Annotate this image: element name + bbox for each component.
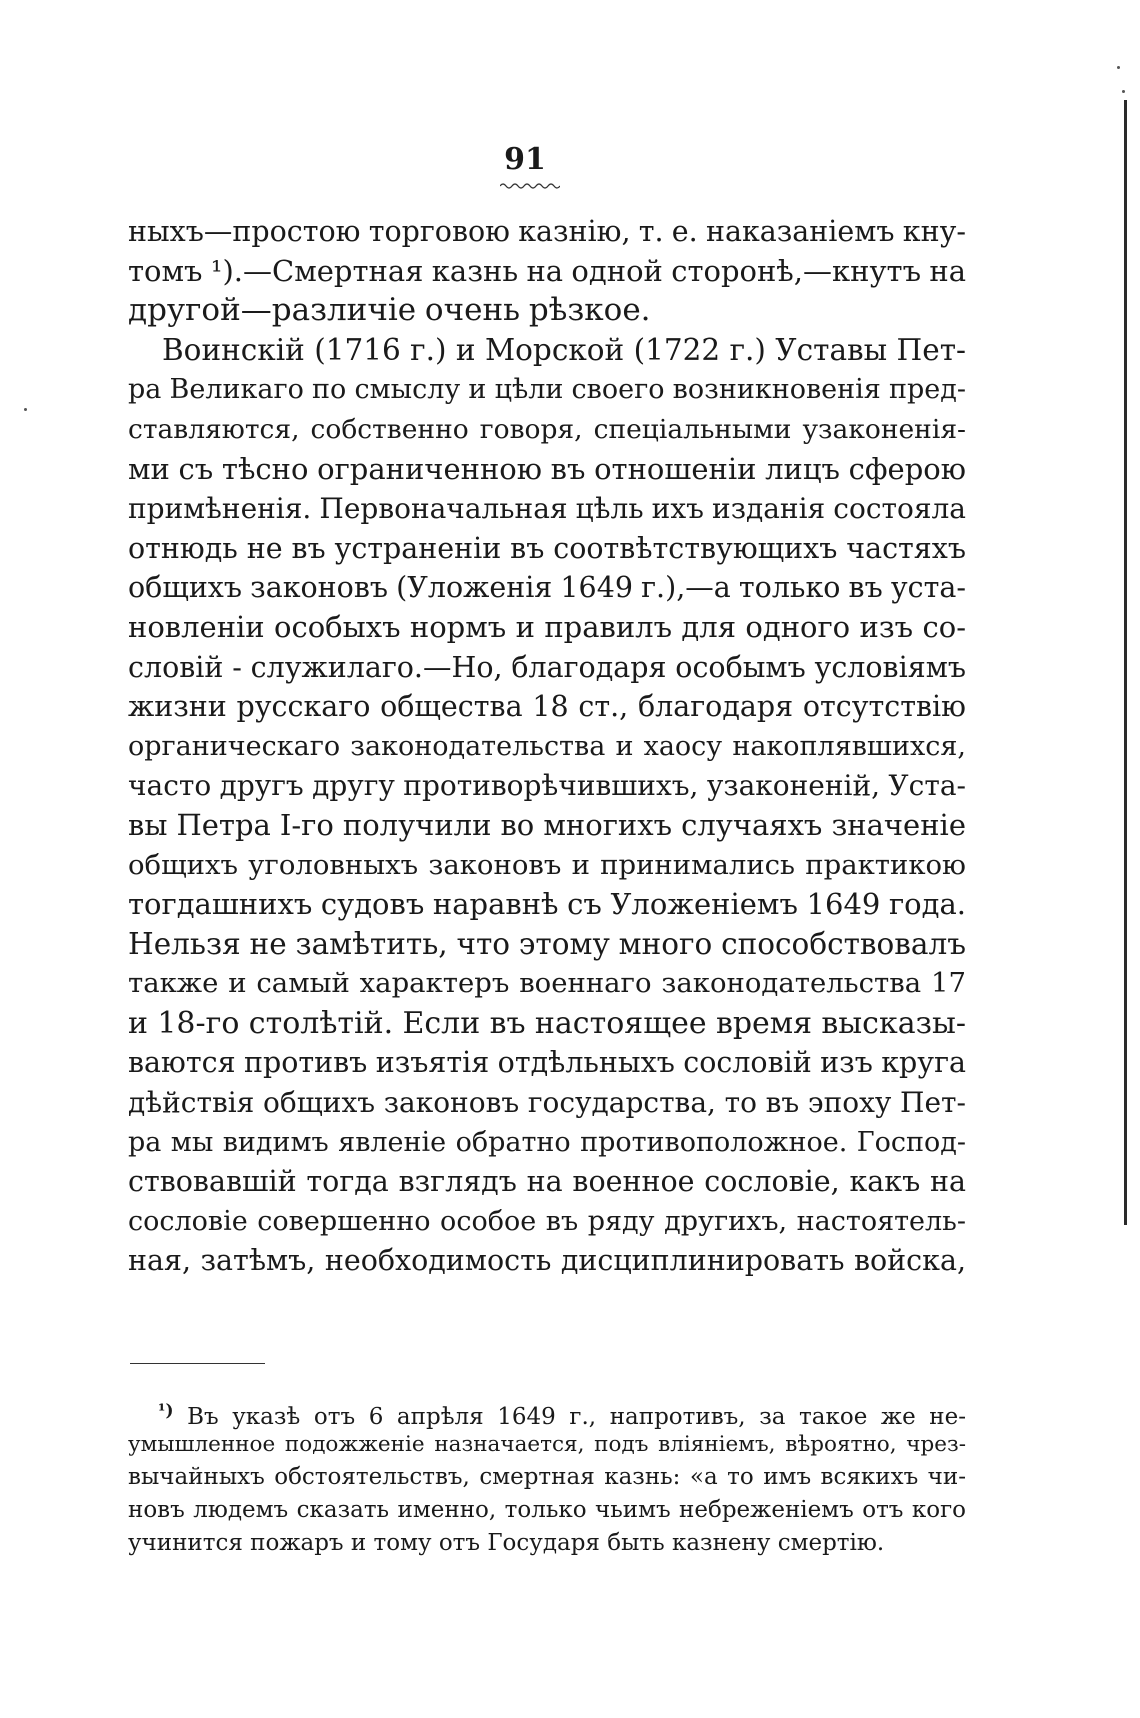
text-line: и 18-го столѣтій. Если въ настоящее время высказы- (128, 1005, 966, 1041)
text-line: примѣненія. Первоначальная цѣль ихъ изданія состояла (128, 492, 966, 526)
footnote-marker: ¹) (158, 1401, 174, 1421)
text-line: Воинскій (1716 г.) и Морской (1722 г.) Уставы Пет- (162, 332, 966, 367)
footnote-line: вычайныхъ обстоятельствъ, смертная казнь: «а то имъ всякихъ чи- (128, 1464, 966, 1490)
scan-speck (1122, 90, 1125, 93)
text-line: новленіи особыхъ нормъ и правилъ для одного изъ со- (128, 609, 966, 644)
footnote-separator (130, 1363, 265, 1364)
text-line: ми съ тѣсно ограниченною въ отношеніи лицъ сферою (128, 451, 966, 486)
text-line: ствовавшій тогда взглядъ на военное сословіе, какъ на (128, 1165, 966, 1199)
text-line: жизни русскаго общества 18 ст., благодаря отсутствію (128, 690, 966, 724)
scan-speck (24, 408, 27, 411)
footnote-text: Въ указѣ отъ 6 апрѣля 1649 г., напротивъ, за такое же не- (187, 1404, 967, 1430)
footnote-line: новъ людемъ сказать именно, только чьимъ небреженіемъ отъ кого (128, 1497, 966, 1523)
text-line: общихъ уголовныхъ законовъ и принимались практикою (128, 848, 966, 881)
text-line: ставляются, собственно говоря, спеціальными узаконенія- (128, 413, 966, 445)
text-line: отнюдь не въ устраненіи въ соотвѣтствующихъ частяхъ (128, 531, 966, 565)
text-line: ра Великаго по смыслу и цѣли своего возникновенія пред- (128, 374, 966, 406)
text-line: ныхъ—простою торговою казнію, т. е. наказаніемъ кну- (128, 215, 966, 248)
text-line: сословіе совершенно особое въ ряду другихъ, настоятель- (128, 1205, 966, 1237)
page-number: 91 (504, 142, 546, 177)
text-line: другой—различіе очень рѣзкое. (128, 292, 651, 329)
text-line: вы Петра I-го получили во многихъ случаяхъ значеніе (128, 807, 966, 842)
text-line: часто другъ другу противорѣчившихъ, узаконеній, Уста- (128, 769, 966, 803)
text-line: ваются противъ изъятія отдѣльныхъ сословій изъ круга (128, 1046, 966, 1080)
text-line: словій - служилаго.—Но, благодаря особымъ условіямъ (128, 650, 966, 684)
text-line: дѣйствія общихъ законовъ государства, то въ эпоху Пет- (128, 1086, 966, 1120)
text-line: тогдашнихъ судовъ наравнѣ съ Уложеніемъ 1649 года. (128, 887, 966, 922)
text-line: общихъ законовъ (Уложенія 1649 г.),—а только въ уста- (128, 571, 966, 605)
text-line: ная, затѣмъ, необходимость дисциплинировать войска, (128, 1244, 966, 1278)
footnote-block (128, 1395, 966, 1560)
text-line: органическаго законодательства и хаосу накоплявшихся, (128, 730, 966, 762)
footnote-line (128, 1395, 966, 1428)
text-line: Нельзя не замѣтить, что этому много способствовалъ (128, 926, 966, 961)
text-line: также и самый характеръ военнаго законодательства 17 (128, 967, 966, 1000)
text-line: ра мы видимъ явленіе обратно противоположное. Господ- (128, 1126, 966, 1158)
footnote-line: учинится пожаръ и тому отъ Государя быть казнену смертію. (128, 1530, 885, 1556)
footnote-line: умышленное подожженіе назначается, подъ вліяніемъ, вѣроятно, чрез- (128, 1432, 966, 1457)
text-line: томъ ¹).—Смертная казнь на одной сторонѣ,—кнутъ на (128, 253, 966, 288)
main-text-block (128, 212, 966, 1281)
page-edge-rule (1124, 100, 1127, 1225)
page-number-ornament (500, 180, 560, 190)
scan-speck (1117, 66, 1120, 69)
